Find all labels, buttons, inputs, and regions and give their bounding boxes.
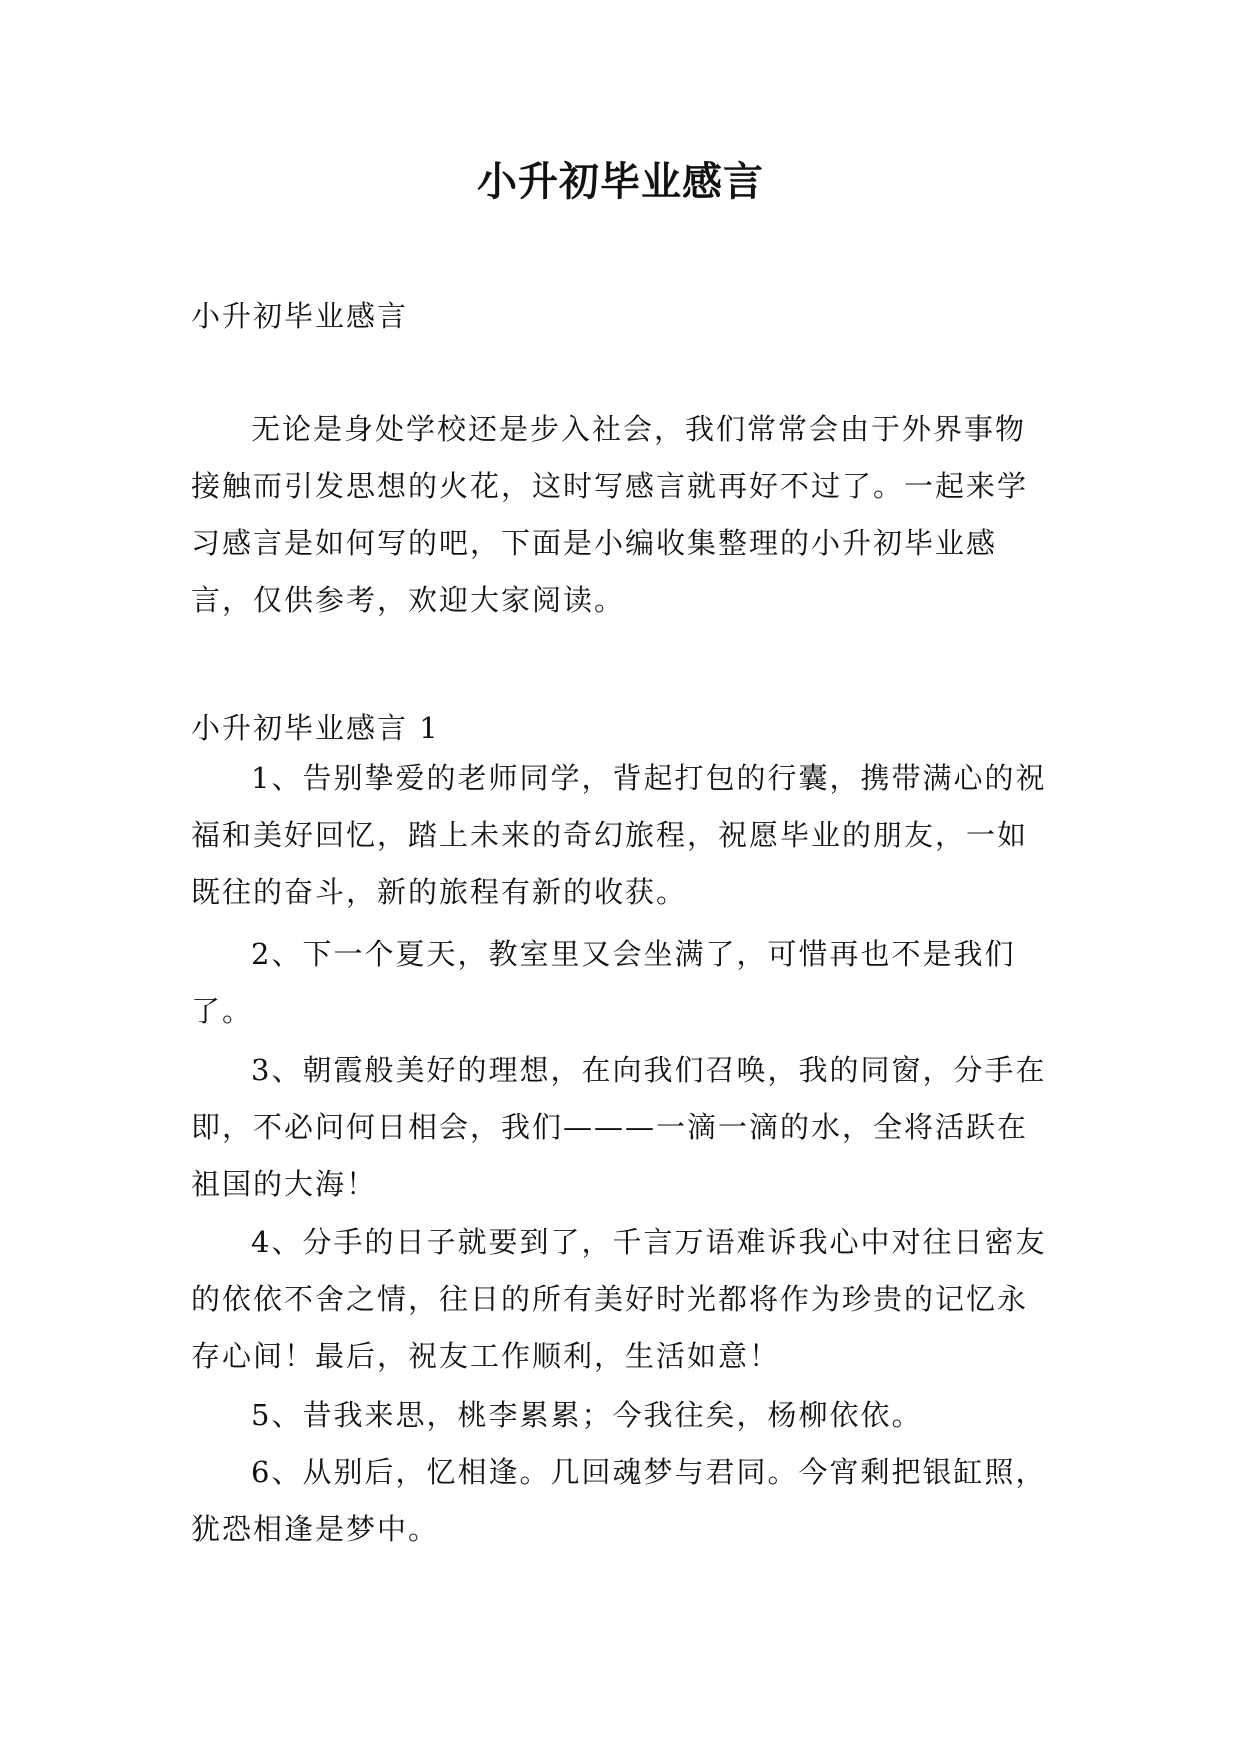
section-heading: 小升初毕业感言 1 [191, 711, 440, 745]
list-item: 4、分手的日子就要到了，千言万语难诉我心中对往日密友的依依不舍之情，往日的所有美好时光都将作为珍贵的记忆永存心间！最后，祝友工作顺利，生活如意！ [191, 1225, 1047, 1373]
list-item: 1、告别挚爱的老师同学，背起打包的行囊，携带满心的祝福和美好回忆，踏上未来的奇幻旅程，祝愿毕业的朋友，一如既往的奋斗，新的旅程有新的收获。 [191, 761, 1047, 909]
list-item: 6、从别后，忆相逢。几回魂梦与君同。今宵剩把银缸照，犹恐相逢是梦中。 [191, 1455, 1047, 1546]
document-title: 小升初毕业感言 [477, 158, 764, 205]
document-subtitle: 小升初毕业感言 [191, 299, 409, 333]
list-item: 3、朝霞般美好的理想，在向我们召唤，我的同窗，分手在即，不必问何日相会，我们———一滴一滴的水，全将活跃在祖国的大海！ [191, 1053, 1047, 1201]
list-item: 2、下一个夏天，教室里又会坐满了，可惜再也不是我们了。 [191, 937, 1016, 1028]
list-item: 5、昔我来思，桃李累累；今我往矣，杨柳依依。 [251, 1398, 923, 1432]
intro-paragraph: 无论是身处学校还是步入社会，我们常常会由于外界事物接触而引发思想的火花，这时写感言就再好不过了。一起来学习感言是如何写的吧，下面是小编收集整理的小升初毕业感言，仅供参考，欢迎大家阅读。 [191, 412, 1029, 617]
